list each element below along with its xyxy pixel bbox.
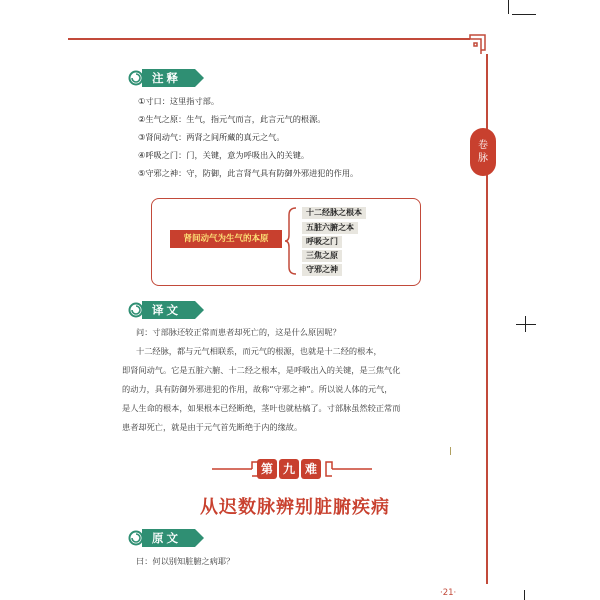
page-number: ·21·	[440, 588, 457, 598]
brace-icon	[284, 207, 298, 275]
chapter-number	[257, 459, 321, 479]
crop-mark	[525, 316, 526, 332]
translation-line: 是人生命的根本，如果根本已经断绝，茎叶也就枯槁了。寸部脉虽然较正常而	[122, 403, 401, 413]
translation-line: 十二经脉，都与元气相联系，而元气的根源，也就是十二经的根本，	[136, 346, 382, 356]
translation-section-tag	[128, 300, 204, 320]
diagram-item: 十二经脉之根本	[302, 207, 366, 219]
chapter-char: 难	[301, 459, 321, 479]
translation-line: 问：寸部脉还较正常而患者却死亡的，这是什么原因呢？	[136, 327, 341, 337]
note-item: ⑤守邪之神：守，防御，此言肾气具有防御外邪进犯的作用。	[138, 168, 359, 178]
text-cursor	[450, 447, 451, 455]
side-tab-line1: 卷	[478, 140, 488, 151]
note-item: ②生气之原：生气，指元气而言，此言元气的根源。	[138, 114, 326, 124]
translation-line: 的动力，具有防御外邪进犯的作用，故称“守邪之神”。所以说人体的元气，	[122, 384, 393, 394]
crop-mark	[524, 590, 525, 600]
original-tag-label: 原文	[142, 529, 195, 547]
tag-tail	[195, 69, 204, 87]
original-section-tag	[128, 528, 204, 548]
corner-ornament-icon	[464, 30, 490, 56]
translation-line: 患者却死亡，就是由于元气首先断绝于内的缘故。	[122, 422, 303, 432]
diagram-item: 呼吸之门	[302, 236, 342, 248]
crop-mark	[516, 324, 536, 325]
chapter-title: 从迟数脉辨别脏腑疾病	[200, 497, 390, 518]
translation-line: 即肾间动气。它是五脏六腑、十二经之根本，是呼吸出入的关键，是三焦气化	[122, 365, 401, 375]
diagram-label: 肾间动气为生气的本原	[170, 230, 282, 248]
side-tab-line2: 脉	[478, 153, 488, 164]
chapter-char: 第	[257, 459, 277, 479]
tag-tail	[195, 529, 204, 547]
notes-section-tag	[128, 68, 204, 88]
note-item: ①寸口：这里指寸部。	[138, 96, 220, 106]
tag-tail	[195, 301, 204, 319]
note-item: ④呼吸之门：门，关键，意为呼吸出入的关键。	[138, 150, 310, 160]
chapter-side-tab	[470, 128, 496, 176]
diagram-item: 守邪之神	[302, 264, 342, 276]
translation-tag-label: 译文	[142, 301, 195, 319]
note-item: ③肾间动气：两肾之间所藏的真元之气。	[138, 132, 285, 142]
original-line: 曰：何以别知脏腑之病耶？	[136, 556, 235, 566]
diagram-item: 三焦之原	[302, 250, 342, 262]
crop-mark	[508, 0, 509, 14]
notes-tag-label: 注释	[142, 69, 195, 87]
page-frame-top	[68, 38, 470, 40]
crop-mark	[512, 14, 536, 15]
diagram-item: 五脏六腑之本	[302, 222, 358, 234]
chapter-char: 九	[279, 459, 299, 479]
